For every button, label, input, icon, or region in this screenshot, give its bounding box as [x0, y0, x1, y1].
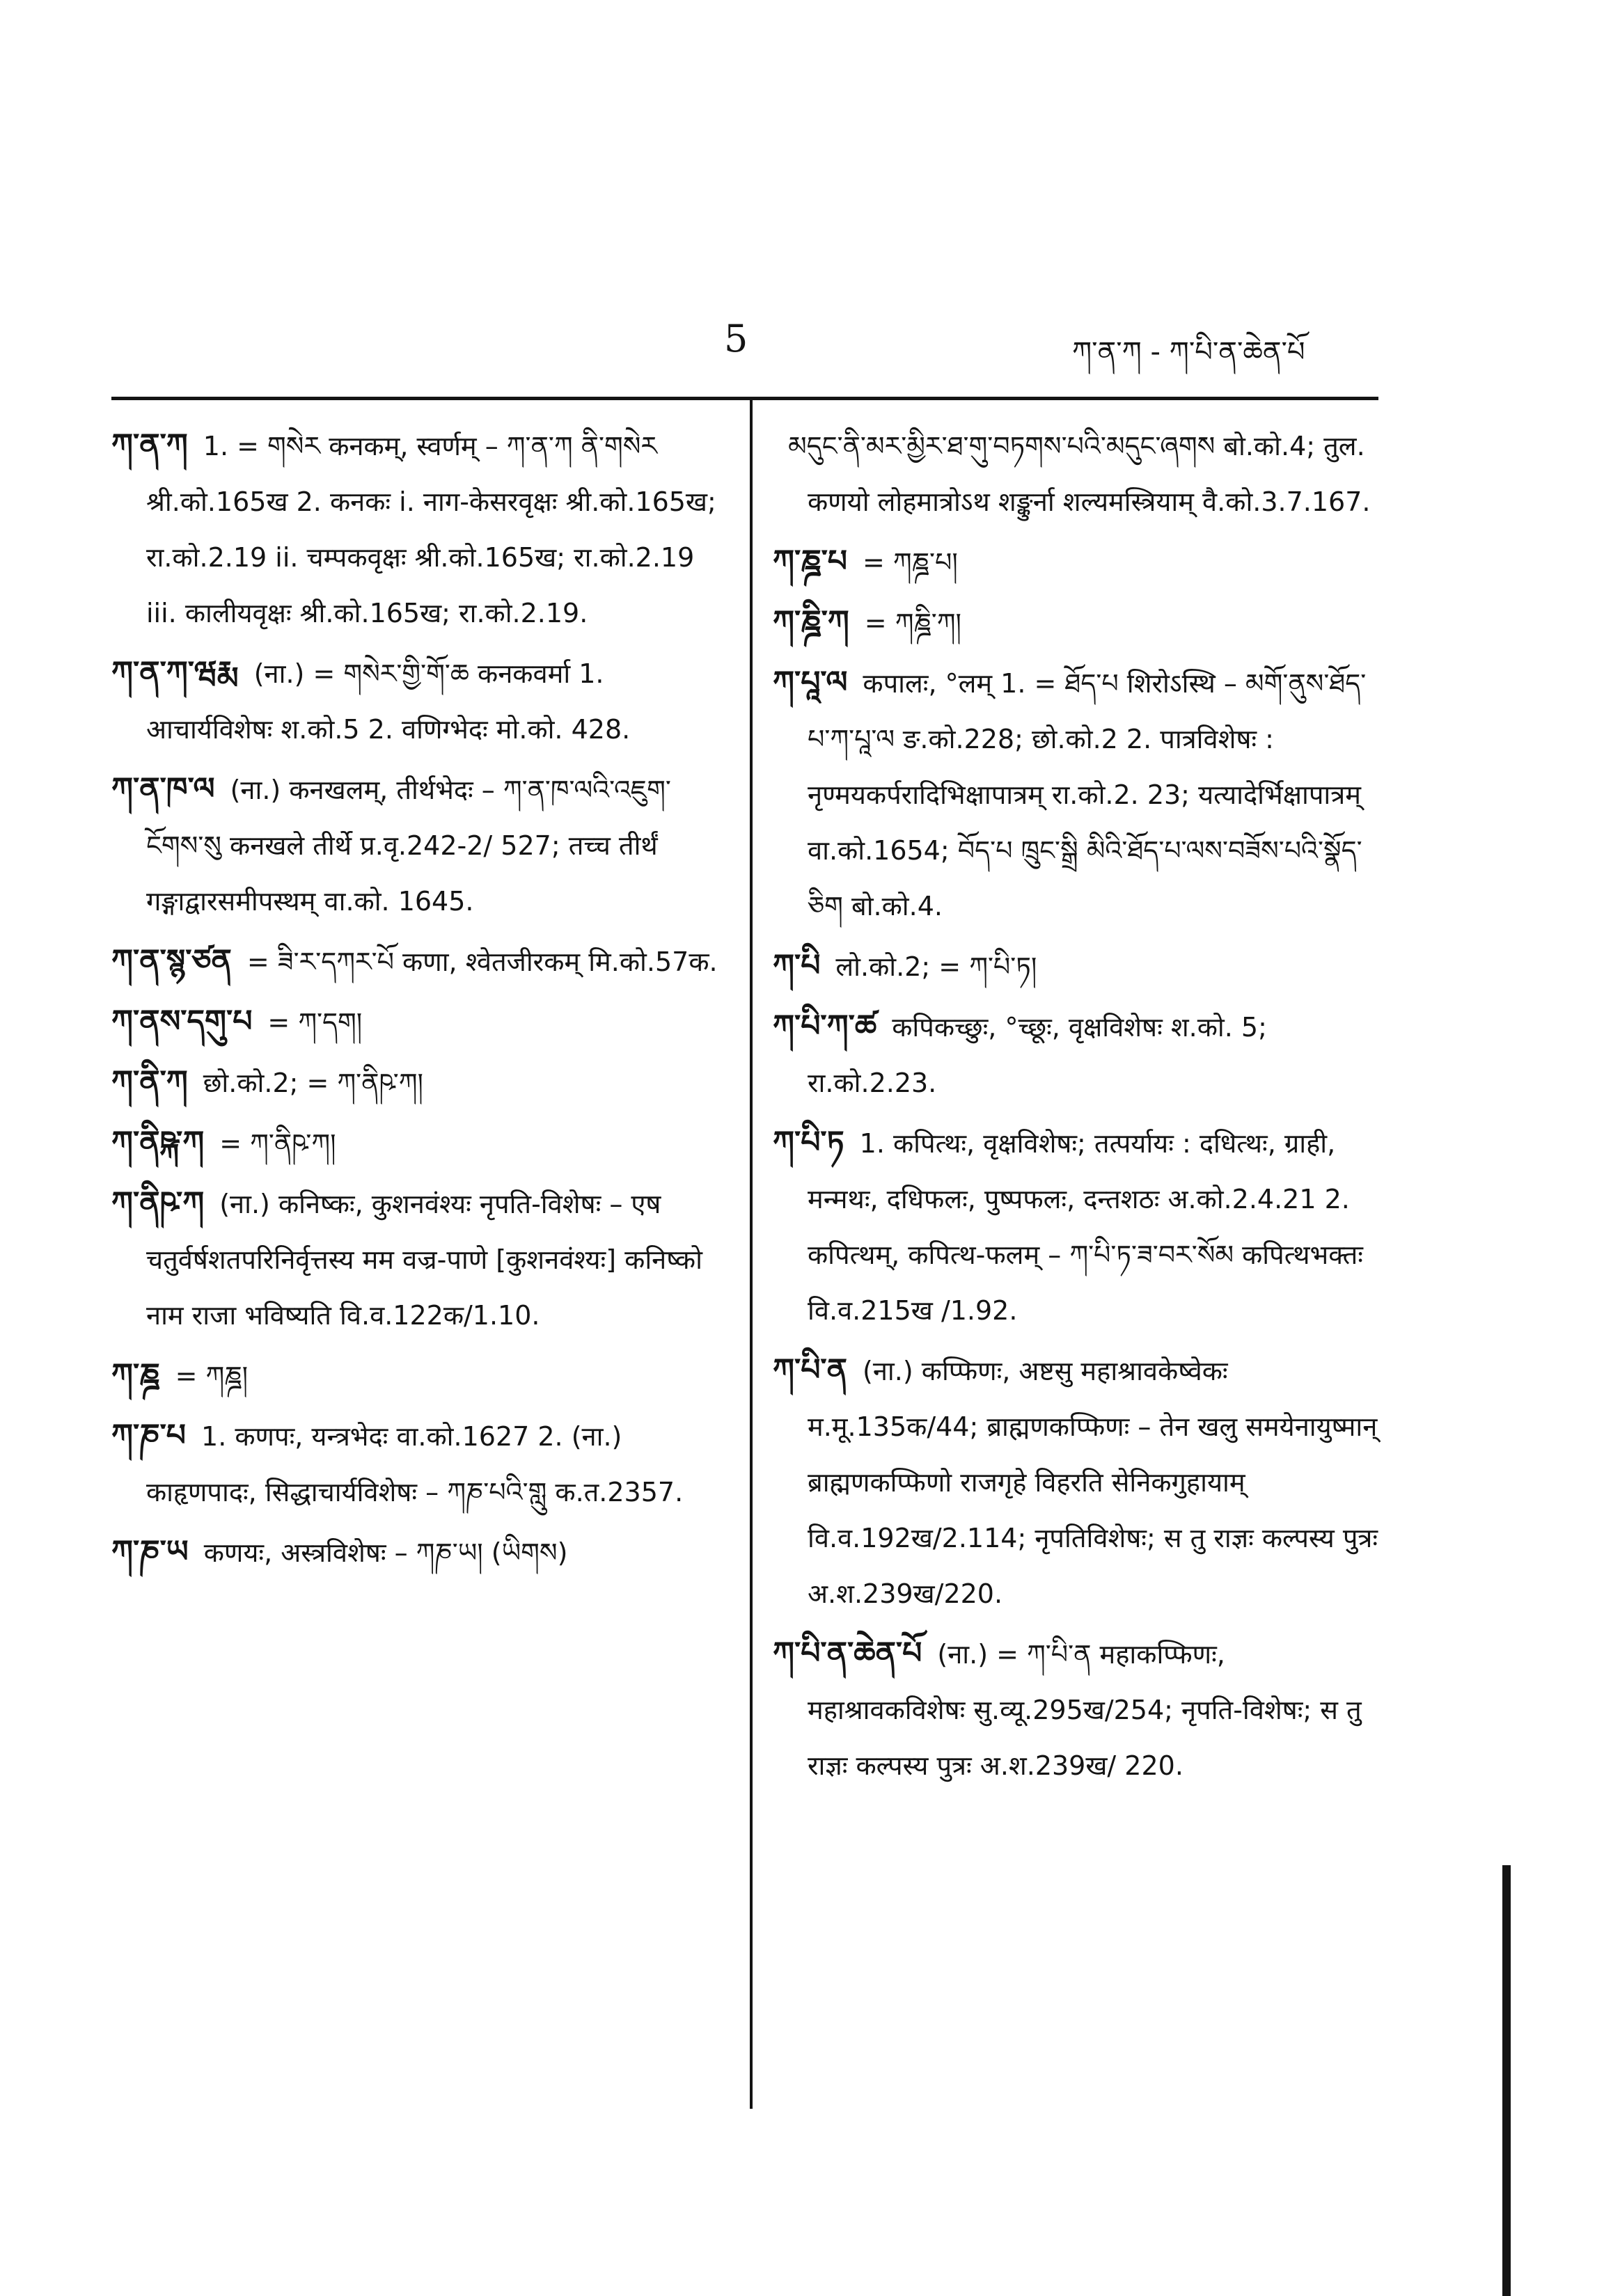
entry-definition: (ना.) कनिष्कः, कुशनवंश्यः नृपति-विशेषः – एष चतुर्वर्षशतपरिनिर्वृत्तस्य मम वज्र-पाणे [कुशनवंश्यः] कनिष्को नाम राजा भविष्यति वि.व.122क/1.10. [146, 1189, 702, 1331]
entry-headword: ཀ་ན་ཀ་ཝརྨ [111, 655, 239, 690]
entry-definition: 1. = གསེར कनकम्, स्वर्णम् – ཀ་ན་ཀ ནི་གསེར श्री.को.165ख 2. कनकः i. नाग-केसरवृक्षः श्री.को.165ख; रा.को.2.19 ii. चम्पकवृक्षः श्री.को.165ख; रा.को.2.19 iii. कालीयवृक्षः श्री.को.165ख; रा.को.2.19. [146, 431, 716, 628]
dictionary-entry [111, 1347, 724, 1404]
dictionary-entry-continued [773, 418, 1385, 530]
entry-headword: ཀ་པཱ་ལ [773, 665, 848, 700]
entry-definition: 1. कणपः, यन्त्रभेदः वा.को.1627 2. (ना.) काहृणपादः, सिद्धाचार्यविशेषः – ཀཎ་པའི་གླུ क.त.2357. [146, 1421, 684, 1507]
entry-definition: = ཀཎྜ་པ། [863, 547, 958, 578]
page-edge-mark [1502, 1865, 1511, 2296]
left-column [111, 418, 724, 1585]
dictionary-entry [111, 1115, 724, 1171]
dictionary-entry [111, 1524, 724, 1581]
entry-headword: ཀ་ན་ཀ [111, 427, 188, 463]
dictionary-entry [773, 938, 1385, 995]
entry-definition: = ཀ་དག། [267, 1007, 363, 1038]
running-head: ཀ་ན་ཀ - ཀ་པི་ན་ཆེན་པོ [1072, 336, 1305, 368]
entry-headword: ཀ་ནིཥྐ་ཀ [111, 1125, 205, 1160]
entry-headword: ཀ་ཎྜ་པ [773, 544, 848, 579]
entry-definition: 1. कपित्थः, वृक्षविशेषः; तत्पर्यायः : दधित्थः, ग्राही, मन्मथः, दधिफलः, पुष्पफलः, दन्तशठः अ.को.2.4.21 2. कपित्थम्, कपित्थ-फलम् – ཀ་པི་ཏ་ཟ་བར་སོམ कपित्थभक्तः वि.व.215ख /1.92. [808, 1128, 1363, 1326]
dictionary-entry [111, 1054, 724, 1111]
entry-definition: = ཟི་ར་དཀར་པོ कणा, श्वेतजीरकम् मि.को.57क. [246, 947, 718, 977]
dictionary-entry [773, 1343, 1385, 1622]
entry-definition: कणयः, अस्त्रविशेषः – ཀཎ་ཡ། (ཡིགས) [203, 1537, 568, 1568]
entry-definition: = ཀ་ནིཥ་ཀ། [219, 1128, 336, 1159]
entry-headword: ཀ་ནིཥ་ཀ [111, 1185, 205, 1221]
dictionary-entry [773, 999, 1385, 1111]
dictionary-entry [773, 534, 1385, 590]
entry-definition: (ना.) = གསེར་གྱི་གོ་ཆ कनकवर्मा 1. आचार्यविशेषः श.को.5 2. वणिग्भेदः मो.को. 428. [146, 658, 631, 745]
dictionary-entry [111, 418, 724, 641]
entry-definition: कपालः, °लम् 1. = ཐོད་པ शिरोऽस्थि – མགོ་ནུས་ཐོད་པ་ཀ་པཱ་ལ ङ.को.228; छो.को.2 2. पात्रविशेषः : नृण्मयकर्परादिभिक्षापात्रम् रा.को.2. 23; यत्यादेर्भिक्षापात्रम् वा.को.1654; བོད་པ ཁྲུང་སྒྲི མིའི་ཐོད་པ་ལས་བཟོས་པའི་སྣོད་ཅིག बो.को.4. [808, 668, 1367, 921]
entry-definition: (ना.) = ཀ་པི་ན महाकप्फिणः, महाश्रावकविशेषः सु.व्यू.295ख/254; नृपति-विशेषः; स तु राज्ञः कल्पस्य पुत्रः अ.श.239ख/ 220. [808, 1639, 1362, 1781]
entry-definition: མདུང་ནི་མར་མྱིར་ཐ་གུ་བཏགས་པའི་མདུང་ཞགས बो.को.4; तुल. कणयो लोहमात्रोऽथ शङ्कुर्ना शल्यमस्त्रियाम् वै.को.3.7.167. [788, 431, 1371, 517]
entry-headword: ཀ་པི་ན [773, 1352, 848, 1388]
entry-headword: ཀ་པི [773, 948, 821, 983]
entry-definition: (ना.) कनखलम्, तीर्थभेदः – ཀ་ན་ཁ་ལའི་འཇུག་ངོགས་སུ कनखले तीर्थे प्र.वृ.242-2/ 527; तच्च तीर्थं गङ्गाद्वारसमीपस्थम् वा.को. 1645. [146, 775, 671, 917]
entry-headword: ཀ་ན་སྙ་ཙན [111, 943, 232, 979]
right-column [773, 418, 1385, 1798]
entry-definition: = ཀཎྜ། [175, 1361, 249, 1391]
dictionary-entry [773, 1626, 1385, 1794]
dictionary-entry [111, 1175, 724, 1343]
dictionary-entry [773, 594, 1385, 651]
header-rule [111, 397, 1378, 400]
dictionary-entry [111, 994, 724, 1050]
dictionary-entry [773, 1115, 1385, 1338]
column-divider [750, 400, 753, 2109]
entry-headword: ཀ་ན་ཁ་ལ [111, 771, 215, 807]
entry-headword: ཀ་ཎ་པ [111, 1418, 187, 1453]
entry-definition: = ཀཎྜི་ཀ། [864, 608, 961, 638]
entry-headword: ཀ་པི་ན་ཆེན་པོ [773, 1636, 922, 1671]
page-number: 5 [724, 317, 748, 361]
entry-headword: ཀ་པི་ཀ་ཚ [773, 1008, 877, 1044]
entry-headword: ཀ་ནི་ཀ [111, 1064, 188, 1100]
dictionary-entry [111, 1408, 724, 1520]
dictionary-entry [111, 761, 724, 929]
dictionary-entry [111, 645, 724, 757]
entry-headword: ཀ་ཎྜི་ཀ [773, 604, 849, 640]
entry-headword: ཀ་ནས་དགུ་པ [111, 1004, 253, 1039]
entry-headword: ཀ་ཎྜ [111, 1357, 160, 1393]
entry-definition: (ना.) कप्फिणः, अष्टसु महाश्रावकेष्वेकः म.मू.135क/44; ब्राह्मणकप्फिणः – तेन खलु समयेनायुष्मान् ब्राह्मणकप्फिणो राजगृहे विहरति सेनिकगुहायाम् वि.व.192ख/2.114; नृपतिविशेषः; स तु राज्ञः कल्पस्य पुत्रः अ.श.239ख/220. [808, 1356, 1378, 1609]
entry-headword: ཀ་པི་ཏ [773, 1125, 844, 1160]
dictionary-entry [773, 655, 1385, 934]
dictionary-entry [111, 933, 724, 990]
entry-definition: कपिकच्छुः, °च्छूः, वृक्षविशेषः श.को. 5; रा.को.2.23. [808, 1012, 1267, 1098]
entry-definition: छो.को.2; = ཀ་ནིཥ་ཀ། [203, 1068, 423, 1098]
entry-definition: लो.को.2; = ཀ་པི་ཏ། [835, 951, 1037, 982]
entry-headword: ཀ་ཎ་ཡ [111, 1534, 189, 1569]
